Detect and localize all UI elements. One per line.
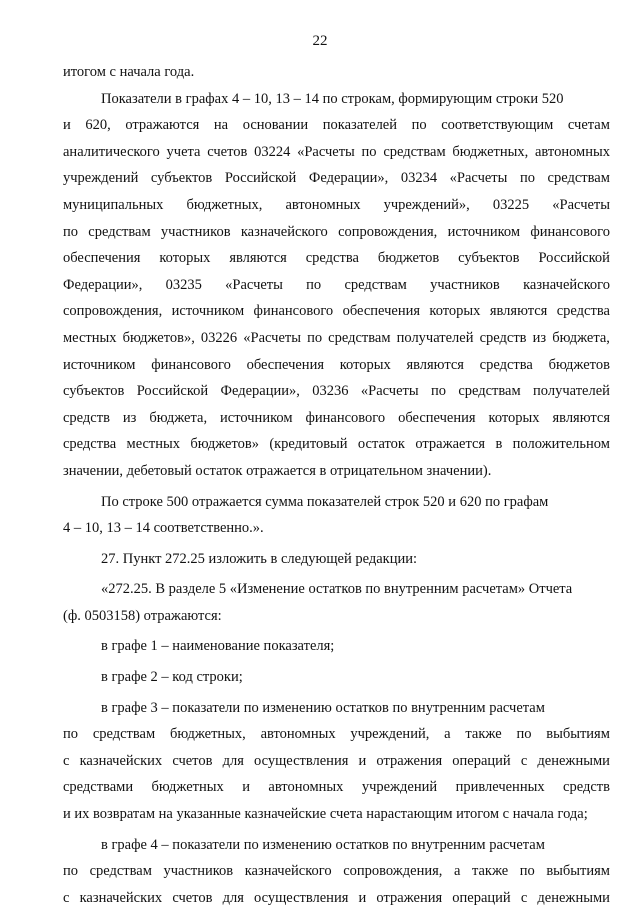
word: Федерации»,: [308, 170, 389, 187]
word: 03224: [254, 143, 291, 160]
word: бюджетов: [377, 250, 440, 267]
word: выбытиям: [546, 863, 610, 880]
word: по: [519, 170, 535, 187]
word: и: [358, 889, 367, 906]
word: средствам: [458, 383, 521, 400]
word: соответствующим: [441, 117, 554, 134]
word: счетов: [207, 143, 248, 160]
word: средствам: [344, 276, 407, 293]
word: по: [307, 329, 323, 346]
word: из: [532, 329, 547, 346]
word: выбытиям: [546, 726, 610, 743]
page-number: 22: [312, 33, 328, 49]
text-line: в графе 2 – код строки;: [101, 669, 243, 686]
word: которых: [488, 409, 540, 426]
word: бюджетов»,: [122, 329, 195, 346]
word: средств: [563, 779, 610, 796]
word: учреждений: [63, 170, 139, 187]
word: Российской: [538, 250, 610, 267]
text-line: [63, 112, 610, 139]
text-line: [63, 245, 610, 272]
word: также: [471, 863, 509, 880]
word: финансового: [151, 356, 231, 373]
word: по: [519, 863, 535, 880]
word: положительном: [512, 436, 610, 453]
text-line: [63, 378, 610, 405]
word: учреждений,: [350, 726, 430, 743]
word: обеспечения: [342, 303, 421, 320]
text-line: и их возвратам на указанные казначейские счета нарастающим итогом с начала года;: [63, 806, 588, 823]
word: счетов: [172, 889, 213, 906]
word: «Расчеты: [360, 383, 419, 400]
text-line: [63, 748, 610, 775]
word: привлеченных: [455, 779, 545, 796]
text-line: [63, 774, 610, 801]
word: аналитического: [63, 143, 160, 160]
word: местных: [126, 436, 181, 453]
word: бюджетных,: [452, 143, 529, 160]
text-line: [63, 352, 610, 379]
word: «Расчеты: [297, 143, 355, 160]
text-line: [63, 139, 610, 166]
word: 03235: [165, 276, 202, 293]
word: финансового: [305, 409, 386, 426]
text-line: [63, 431, 610, 458]
word: по: [306, 276, 322, 293]
word: финансового: [530, 223, 610, 240]
word: субъектов: [458, 250, 520, 267]
word: с: [520, 889, 528, 906]
text-line: в графе 1 – наименование показателя;: [101, 638, 335, 655]
word: отражения: [376, 889, 443, 906]
text-line: «272.25. В разделе 5 «Изменение остатков по внутренним расчетам» Отчета: [101, 581, 573, 598]
word: с: [63, 752, 70, 769]
word: осуществления: [254, 752, 349, 769]
word: для: [222, 752, 244, 769]
word: казначейского: [244, 863, 332, 880]
word: средствам: [328, 329, 391, 346]
word: отражается: [415, 436, 486, 453]
word: являются: [489, 303, 548, 320]
word: Российской: [224, 170, 297, 187]
word: (кредитовый: [269, 436, 348, 453]
text-line: [63, 272, 610, 299]
word: а: [444, 726, 451, 743]
word: средствам: [88, 223, 151, 240]
word: по: [411, 117, 427, 134]
word: являются: [406, 356, 464, 373]
word: операций: [452, 752, 511, 769]
word: по: [361, 143, 377, 160]
word: обеспечения: [246, 356, 324, 373]
text-line: [63, 885, 610, 911]
word: средства: [305, 250, 359, 267]
word: для: [222, 889, 244, 906]
word: остаток: [357, 436, 405, 453]
word: средствам: [383, 143, 446, 160]
word: местных: [63, 329, 117, 346]
word: и: [242, 779, 250, 796]
word: сопровождения,: [338, 223, 438, 240]
word: которых: [339, 356, 391, 373]
word: обеспечения: [63, 250, 141, 267]
word: автономных: [285, 196, 361, 213]
word: субъектов: [63, 383, 125, 400]
text-line: По строке 500 отражается сумма показателей строк 520 и 620 по графам: [101, 493, 549, 510]
word: являются: [552, 409, 610, 426]
document-body: [63, 59, 610, 911]
word: счетов: [172, 752, 213, 769]
word: 03236: [312, 383, 349, 400]
word: бюджета,: [149, 409, 208, 426]
word: средства: [556, 303, 610, 320]
text-line: в графе 3 – показатели по изменению остатков по внутренним расчетам: [101, 699, 545, 716]
word: средств: [479, 329, 527, 346]
word: участников: [430, 276, 500, 293]
word: которых: [429, 303, 481, 320]
word: и: [358, 752, 367, 769]
word: на: [213, 117, 229, 134]
word: бюджета,: [552, 329, 610, 346]
text-line: [63, 405, 610, 432]
word: средствами: [63, 779, 134, 796]
word: которых: [159, 250, 211, 267]
word: отражения: [376, 752, 443, 769]
word: средствам: [89, 863, 152, 880]
text-line: [63, 298, 610, 325]
word: средствам: [92, 726, 156, 743]
text-line: [63, 192, 610, 219]
word: «Расчеты: [552, 196, 610, 213]
text-line: [63, 858, 610, 885]
word: средства: [63, 436, 117, 453]
word: получателей: [396, 329, 474, 346]
word: участников: [163, 863, 234, 880]
word: бюджетов: [548, 356, 610, 373]
word: средствам: [547, 170, 610, 187]
word: из: [122, 409, 137, 426]
word: получателей: [533, 383, 610, 400]
word: по: [63, 726, 79, 743]
word: финансового: [253, 303, 334, 320]
word: по: [516, 726, 532, 743]
word: автономных: [535, 143, 610, 160]
word: 620,: [85, 117, 111, 134]
word: бюджетных,: [186, 196, 263, 213]
text-line: 4 – 10, 13 – 14 соответственно.».: [63, 520, 264, 537]
word: средств: [63, 409, 110, 426]
word: отражаются: [125, 117, 200, 134]
word: Федерации»,: [63, 276, 143, 293]
word: основании: [242, 117, 309, 134]
word: 03226: [200, 329, 238, 346]
word: казначейских: [79, 889, 163, 906]
word: муниципальных: [63, 196, 164, 213]
word: источником: [63, 356, 136, 373]
word: источником: [171, 303, 245, 320]
word: Российской: [136, 383, 209, 400]
word: бюджетных,: [169, 726, 246, 743]
word: казначейского: [523, 276, 610, 293]
text-line: значении, дебетовый остаток отражается в отрицательном значении).: [63, 462, 492, 479]
word: 03234: [400, 170, 438, 187]
word: «Расчеты: [243, 329, 301, 346]
word: в: [495, 436, 503, 453]
text-line: (ф. 0503158) отражаются:: [63, 607, 222, 624]
word: «Расчеты: [449, 170, 508, 187]
word: казначейских: [79, 752, 163, 769]
text-line: [63, 165, 610, 192]
word: по: [63, 863, 79, 880]
word: источником: [220, 409, 293, 426]
word: с: [520, 752, 528, 769]
word: учреждений: [361, 779, 438, 796]
word: субъектов: [150, 170, 213, 187]
word: средства: [479, 356, 533, 373]
word: а: [453, 863, 461, 880]
word: денежными: [537, 889, 610, 906]
text-line: в графе 4 – показатели по изменению остатков по внутренним расчетам: [101, 836, 545, 853]
word: являются: [229, 250, 287, 267]
word: операций: [452, 889, 511, 906]
text-line: [63, 325, 610, 352]
word: участников: [160, 223, 231, 240]
word: по: [430, 383, 446, 400]
word: сопровождения,: [343, 863, 443, 880]
word: по: [63, 223, 79, 240]
word: счетам: [567, 117, 610, 134]
text-line: Показатели в графах 4 – 10, 13 – 14 по строкам, формирующим строки 520: [101, 90, 564, 107]
word: автономных: [260, 726, 336, 743]
text-line: итогом с начала года.: [63, 64, 195, 80]
word: источником: [447, 223, 521, 240]
word: Федерации»,: [220, 383, 300, 400]
word: обеспечения: [398, 409, 476, 426]
word: показателей: [322, 117, 397, 134]
word: «Расчеты: [225, 276, 283, 293]
word: учреждений»,: [383, 196, 470, 213]
word: с: [63, 889, 70, 906]
word: казначейского: [240, 223, 328, 240]
word: учета: [166, 143, 201, 160]
word: также: [465, 726, 502, 743]
word: автономных: [268, 779, 344, 796]
word: осуществления: [254, 889, 349, 906]
word: сопровождения,: [63, 303, 163, 320]
text-line: 27. Пункт 272.25 изложить в следующей редакции:: [101, 550, 418, 567]
text-line: [63, 721, 610, 748]
word: денежными: [537, 752, 610, 769]
text-line: [63, 219, 610, 246]
word: бюджетов»: [190, 436, 259, 453]
word: 03225: [492, 196, 530, 213]
word: бюджетных: [151, 779, 224, 796]
word: и: [63, 117, 71, 134]
